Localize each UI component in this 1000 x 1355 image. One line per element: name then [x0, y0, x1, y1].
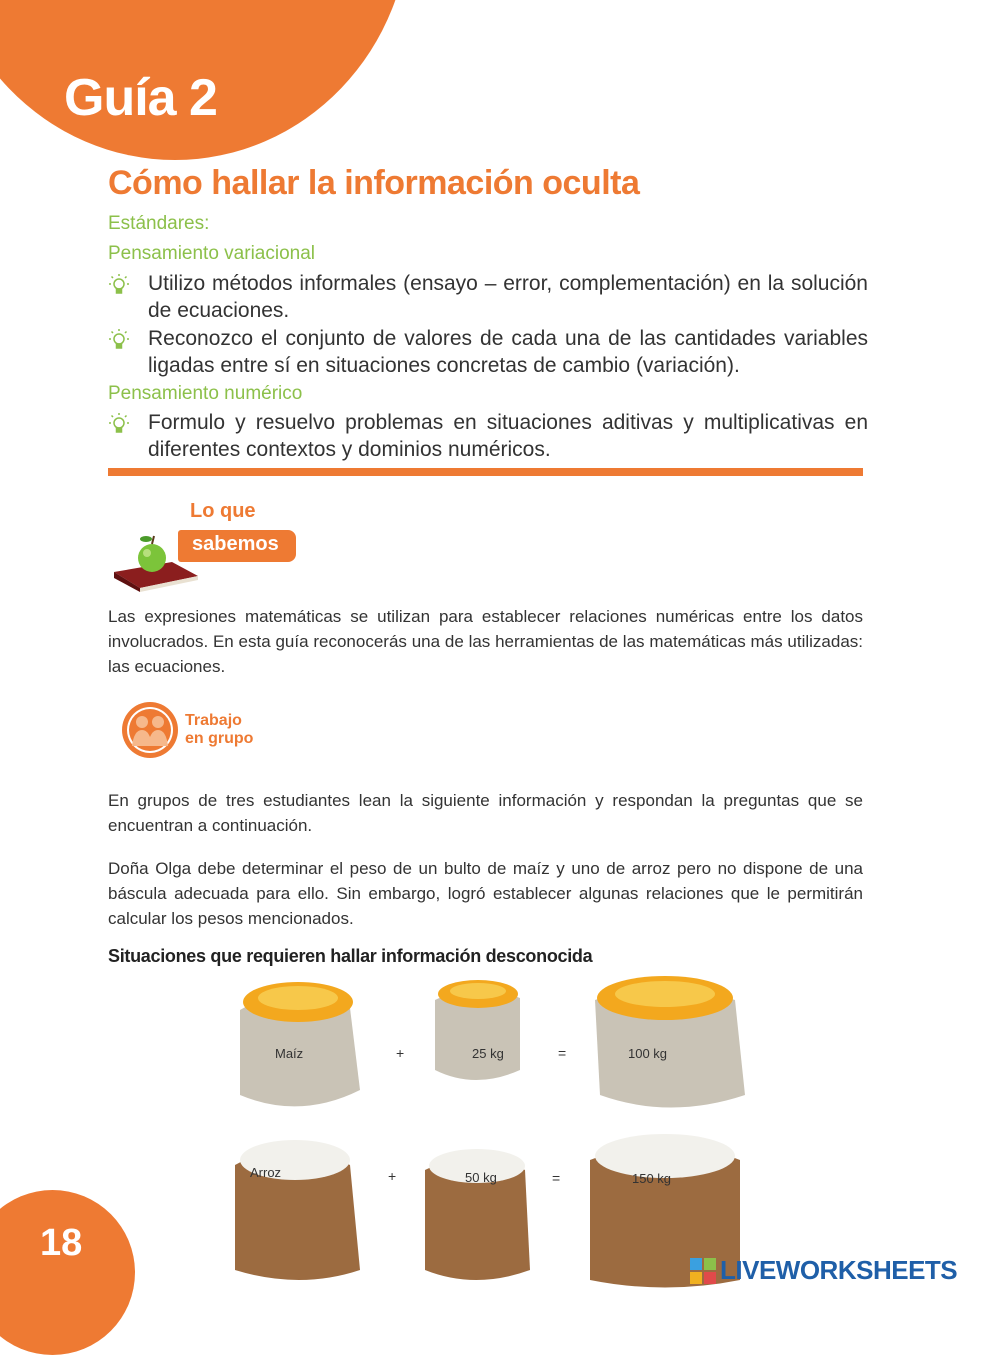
page-number-badge: [0, 1190, 135, 1355]
standard-item: [108, 325, 868, 379]
equals-sign: =: [558, 1045, 567, 1061]
arroz-middle-weight: 50 kg: [465, 1170, 497, 1185]
standard-text: Reconozco el conjunto de valores de cada una de las cantidades variables ligadas entre sí en situaciones concretas de cambio (variación).: [148, 327, 868, 377]
arroz-total-weight: 150 kg: [632, 1171, 672, 1186]
liveworksheets-logo: [690, 1255, 957, 1286]
trabajo-line1: Trabajo: [185, 712, 242, 729]
page-number: 18: [40, 1222, 83, 1264]
standards-label: Estándares:: [108, 213, 210, 234]
group-people-icon: [120, 700, 180, 760]
section-numerico: Pensamiento numérico: [108, 383, 303, 404]
sabemos-label: sabemos: [192, 533, 279, 555]
intro-paragraph: Las expresiones matemáticas se utilizan para establecer relaciones numéricas entre los datos involucrados. En esta guía reconocerás una de las herramientas de las matemáticas más utilizadas: las ecuaciones.: [108, 607, 863, 676]
lightbulb-icon: [108, 270, 148, 324]
equals-sign: =: [552, 1170, 561, 1186]
maiz-sack-result: [595, 976, 745, 1108]
maiz-sack-large: [240, 982, 360, 1106]
standard-text: Utilizo métodos informales (ensayo – error, complementación) en la solución de ecuaciones.: [148, 272, 868, 322]
maiz-sack-small: [435, 980, 520, 1080]
plus-sign: +: [388, 1168, 397, 1184]
standard-text: Formulo y resuelvo problemas en situaciones aditivas y multiplicativas en diferentes contextos y dominios numéricos.: [148, 411, 868, 461]
section-divider: [108, 468, 863, 476]
page-title: Cómo hallar la información oculta: [108, 164, 640, 202]
olga-paragraph: Doña Olga debe determinar el peso de un bulto de maíz y uno de arroz pero no dispone de una báscula adecuada para ello. Sin embargo, logró establecer algunas relaciones que le permitirán calcular los pesos mencionados.: [108, 859, 863, 928]
arroz-sack-small: [425, 1149, 530, 1280]
trabajo-line2: en grupo: [185, 730, 254, 747]
maiz-total-weight: 100 kg: [628, 1046, 668, 1061]
guide-number-title: Guía 2: [64, 69, 217, 127]
trabajo-en-grupo-label: [185, 712, 253, 748]
maiz-label: Maíz: [275, 1046, 304, 1061]
maiz-middle-weight: 25 kg: [472, 1046, 504, 1061]
liveworksheets-logo-icon: [690, 1258, 716, 1284]
lo-que-sabemos-title: Lo que: [190, 500, 256, 522]
sacks-illustration: [220, 970, 760, 1290]
standard-item: [108, 270, 868, 324]
lightbulb-icon: [108, 409, 148, 463]
plus-sign: +: [396, 1045, 405, 1061]
arroz-sack-large: [235, 1140, 360, 1280]
arroz-label: Arroz: [250, 1165, 282, 1180]
liveworksheets-text: LIVEWORKSHEETS: [720, 1255, 958, 1285]
section-variacional: Pensamiento variacional: [108, 243, 316, 264]
lightbulb-icon: [108, 325, 148, 379]
standard-item: [108, 409, 868, 463]
group-paragraph: En grupos de tres estudiantes lean la siguiente información y respondan la preguntas que se encuentran a continuación.: [108, 791, 863, 835]
situations-title: Situaciones que requieren hallar información desconocida: [108, 946, 593, 966]
